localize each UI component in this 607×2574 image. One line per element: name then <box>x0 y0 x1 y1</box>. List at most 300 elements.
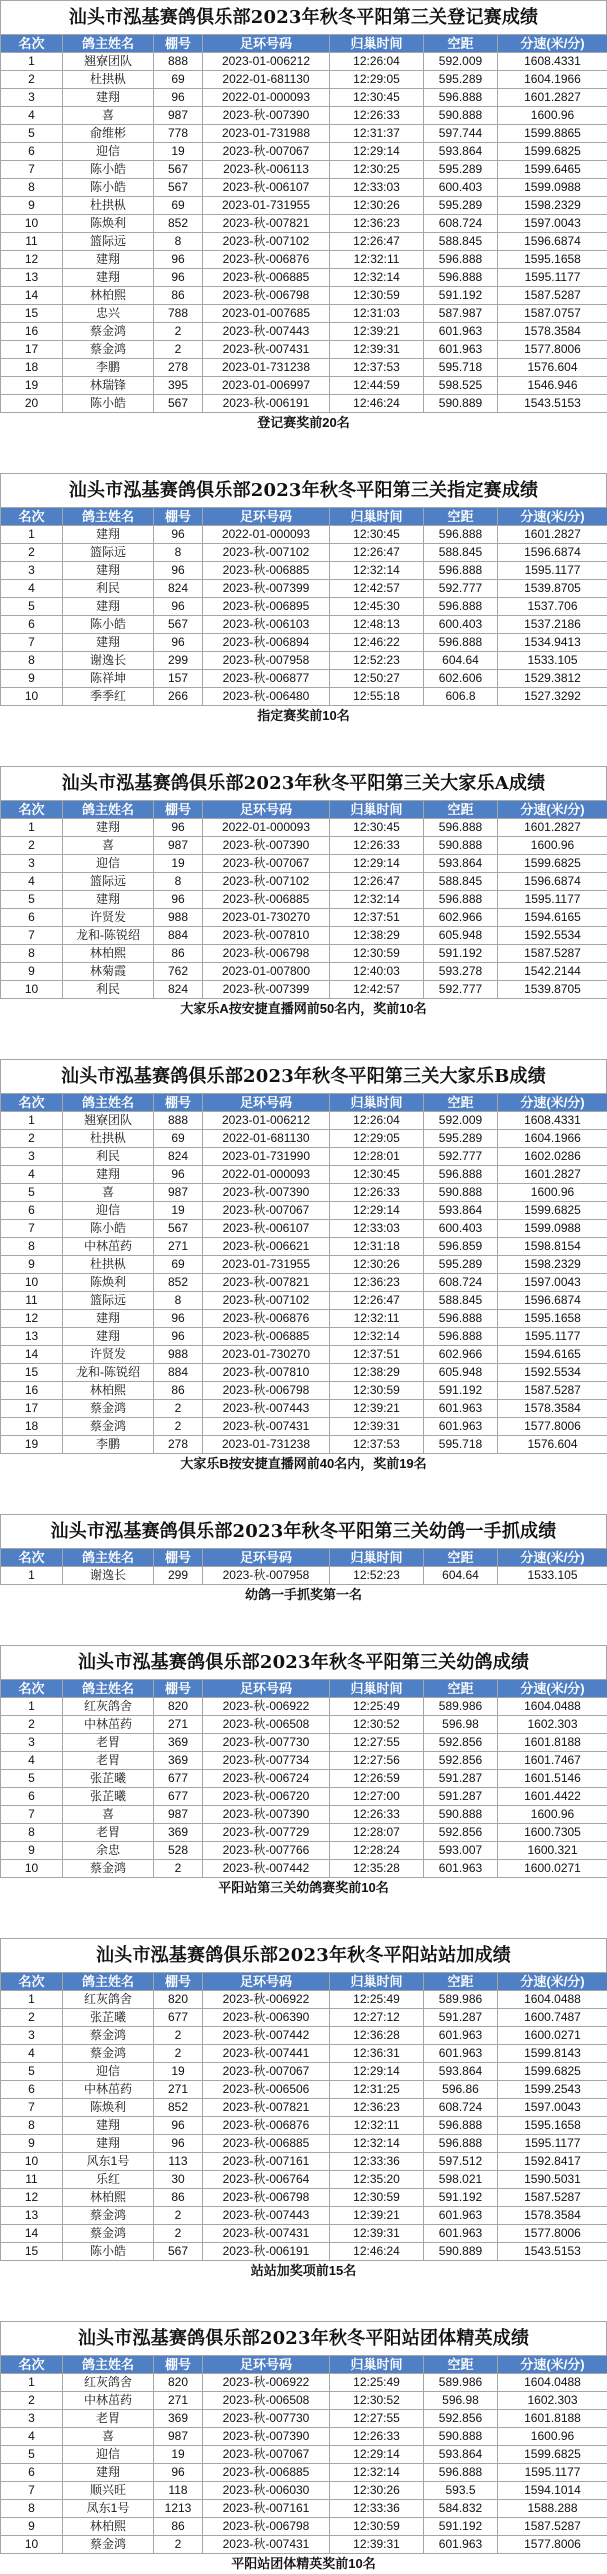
arrival-time-cell: 12:42:57 <box>330 981 424 999</box>
speed-cell: 1590.5031 <box>498 2171 607 2189</box>
ring-number-cell: 2023-秋-007441 <box>203 2045 330 2063</box>
table-header <box>1 1549 607 1567</box>
speed-cell: 1594.6165 <box>498 1346 607 1364</box>
distance-cell: 593.278 <box>424 963 498 981</box>
ring-number-cell: 2023-秋-007399 <box>203 981 330 999</box>
table-row <box>1 670 607 688</box>
arrival-time-cell: 12:36:23 <box>330 215 424 233</box>
distance-cell: 591.192 <box>424 287 498 305</box>
column-header: 足环号码 <box>203 1094 330 1112</box>
speed-cell: 1587.5287 <box>498 2189 607 2207</box>
rank-cell: 18 <box>1 359 63 377</box>
column-header: 空距 <box>424 508 498 526</box>
loft-number-cell: 69 <box>154 197 203 215</box>
table-row <box>1 2171 607 2189</box>
speed-cell: 1599.2543 <box>498 2081 607 2099</box>
ring-number-cell: 2023-秋-007102 <box>203 233 330 251</box>
speed-cell: 1599.6825 <box>498 855 607 873</box>
distance-cell: 588.845 <box>424 873 498 891</box>
loft-number-cell: 677 <box>154 1770 203 1788</box>
column-header: 分速(米/分) <box>498 1973 607 1991</box>
loft-number-cell: 271 <box>154 2081 203 2099</box>
loft-number-cell: 8 <box>154 1292 203 1310</box>
table-row <box>1 891 607 909</box>
ring-number-cell: 2023-01-731238 <box>203 1436 330 1454</box>
loft-number-cell: 8 <box>154 233 203 251</box>
loft-number-cell: 369 <box>154 1752 203 1770</box>
rank-cell: 2 <box>1 2392 63 2410</box>
owner-name-cell: 杜拱枞 <box>63 71 154 89</box>
ring-number-cell: 2023-秋-006894 <box>203 634 330 652</box>
column-header: 名次 <box>1 1680 63 1698</box>
table-row <box>1 1400 607 1418</box>
header-row <box>1 2356 607 2374</box>
loft-number-cell: 987 <box>154 1184 203 1202</box>
speed-cell: 1601.4422 <box>498 1788 607 1806</box>
column-header: 名次 <box>1 2356 63 2374</box>
header-row <box>1 1549 607 1567</box>
arrival-time-cell: 12:32:14 <box>330 2135 424 2153</box>
table-row <box>1 1130 607 1148</box>
ring-number-cell: 2023-秋-007102 <box>203 1292 330 1310</box>
rank-cell: 15 <box>1 1364 63 1382</box>
column-header: 足环号码 <box>203 1680 330 1698</box>
speed-cell: 1587.5287 <box>498 1382 607 1400</box>
table-row <box>1 688 607 706</box>
column-header: 鸽主姓名 <box>63 508 154 526</box>
loft-number-cell: 567 <box>154 179 203 197</box>
distance-cell: 587.987 <box>424 305 498 323</box>
rank-cell: 8 <box>1 2117 63 2135</box>
ring-number-cell: 2023-秋-007102 <box>203 873 330 891</box>
loft-number-cell: 369 <box>154 1734 203 1752</box>
speed-cell: 1598.8154 <box>498 1238 607 1256</box>
ring-number-cell: 2023-秋-006885 <box>203 891 330 909</box>
speed-cell: 1595.1177 <box>498 269 607 287</box>
table-body <box>1 1567 607 1585</box>
speed-cell: 1597.0043 <box>498 1274 607 1292</box>
table-header <box>1 35 607 53</box>
arrival-time-cell: 12:32:14 <box>330 1328 424 1346</box>
loft-number-cell: 2 <box>154 1418 203 1436</box>
rank-cell: 12 <box>1 251 63 269</box>
speed-cell: 1533.105 <box>498 652 607 670</box>
arrival-time-cell: 12:42:57 <box>330 580 424 598</box>
table-row <box>1 945 607 963</box>
ring-number-cell: 2023-秋-006922 <box>203 1698 330 1716</box>
speed-cell: 1543.5153 <box>498 2243 607 2261</box>
arrival-time-cell: 12:28:01 <box>330 1148 424 1166</box>
rank-cell: 7 <box>1 1806 63 1824</box>
rank-cell: 11 <box>1 1292 63 1310</box>
distance-cell: 588.845 <box>424 544 498 562</box>
table-row <box>1 215 607 233</box>
table-row <box>1 909 607 927</box>
table-row <box>1 1220 607 1238</box>
ring-number-cell: 2023-秋-006798 <box>203 1382 330 1400</box>
arrival-time-cell: 12:29:14 <box>330 855 424 873</box>
owner-name-cell: 建翔 <box>63 891 154 909</box>
results-table <box>0 1093 607 1454</box>
ring-number-cell: 2023-秋-007810 <box>203 1364 330 1382</box>
loft-number-cell: 824 <box>154 1148 203 1166</box>
owner-name-cell: 喜 <box>63 1806 154 1824</box>
distance-cell: 592.856 <box>424 2410 498 2428</box>
owner-name-cell: 许贤发 <box>63 1346 154 1364</box>
ring-number-cell: 2023-秋-007730 <box>203 1734 330 1752</box>
table-row <box>1 251 607 269</box>
speed-cell: 1604.0488 <box>498 1991 607 2009</box>
arrival-time-cell: 12:30:59 <box>330 287 424 305</box>
ring-number-cell: 2023-秋-007161 <box>203 2500 330 2518</box>
distance-cell: 601.963 <box>424 1418 498 1436</box>
arrival-time-cell: 12:28:07 <box>330 1824 424 1842</box>
owner-name-cell: 喜 <box>63 107 154 125</box>
loft-number-cell: 271 <box>154 2392 203 2410</box>
table-row <box>1 395 607 413</box>
loft-number-cell: 888 <box>154 53 203 71</box>
column-header: 鸽主姓名 <box>63 1680 154 1698</box>
distance-cell: 592.856 <box>424 1824 498 1842</box>
distance-cell: 588.845 <box>424 233 498 251</box>
speed-cell: 1596.6874 <box>498 544 607 562</box>
owner-name-cell: 陈小皓 <box>63 161 154 179</box>
distance-cell: 596.98 <box>424 1716 498 1734</box>
distance-cell: 601.963 <box>424 341 498 359</box>
column-header: 分速(米/分) <box>498 2356 607 2374</box>
owner-name-cell: 利民 <box>63 580 154 598</box>
table-row <box>1 341 607 359</box>
distance-cell: 604.64 <box>424 1567 498 1585</box>
owner-name-cell: 翘寮团队 <box>63 53 154 71</box>
section-award-note: 登记赛奖前20名 <box>0 413 607 433</box>
arrival-time-cell: 12:29:14 <box>330 1202 424 1220</box>
rank-cell: 7 <box>1 927 63 945</box>
rank-cell: 16 <box>1 323 63 341</box>
arrival-time-cell: 12:52:23 <box>330 1567 424 1585</box>
arrival-time-cell: 12:39:31 <box>330 341 424 359</box>
rank-cell: 1 <box>1 819 63 837</box>
distance-cell: 591.287 <box>424 2009 498 2027</box>
ring-number-cell: 2023-秋-007443 <box>203 2207 330 2225</box>
distance-cell: 597.512 <box>424 2153 498 2171</box>
distance-cell: 596.888 <box>424 1166 498 1184</box>
ring-number-cell: 2023-秋-006876 <box>203 2117 330 2135</box>
loft-number-cell: 118 <box>154 2482 203 2500</box>
rank-cell: 5 <box>1 2063 63 2081</box>
arrival-time-cell: 12:31:37 <box>330 125 424 143</box>
distance-cell: 591.192 <box>424 2189 498 2207</box>
column-header: 足环号码 <box>203 1549 330 1567</box>
rank-cell: 18 <box>1 1418 63 1436</box>
ring-number-cell: 2023-秋-007067 <box>203 1202 330 1220</box>
rank-cell: 10 <box>1 2153 63 2171</box>
table-row <box>1 2464 607 2482</box>
loft-number-cell: 852 <box>154 1274 203 1292</box>
distance-cell: 589.986 <box>424 1698 498 1716</box>
ring-number-cell: 2023-秋-006876 <box>203 1310 330 1328</box>
rank-cell: 1 <box>1 1567 63 1585</box>
arrival-time-cell: 12:25:49 <box>330 2374 424 2392</box>
table-body <box>1 1991 607 2261</box>
ring-number-cell: 2023-秋-007390 <box>203 107 330 125</box>
distance-cell: 596.859 <box>424 1238 498 1256</box>
speed-cell: 1604.0488 <box>498 2374 607 2392</box>
distance-cell: 596.888 <box>424 251 498 269</box>
rank-cell: 4 <box>1 873 63 891</box>
results-table <box>0 1972 607 2261</box>
distance-cell: 596.86 <box>424 2081 498 2099</box>
ring-number-cell: 2023-01-007685 <box>203 305 330 323</box>
owner-name-cell: 蔡金鸿 <box>63 2045 154 2063</box>
speed-cell: 1596.6874 <box>498 233 607 251</box>
ring-number-cell: 2023-秋-007431 <box>203 341 330 359</box>
results-section <box>0 1514 607 1605</box>
speed-cell: 1601.5146 <box>498 1770 607 1788</box>
column-header: 归巢时间 <box>330 2356 424 2374</box>
table-row <box>1 1148 607 1166</box>
table-row <box>1 873 607 891</box>
arrival-time-cell: 12:27:55 <box>330 2410 424 2428</box>
rank-cell: 9 <box>1 2135 63 2153</box>
speed-cell: 1539.8705 <box>498 580 607 598</box>
owner-name-cell: 老胃 <box>63 1824 154 1842</box>
speed-cell: 1599.0988 <box>498 1220 607 1238</box>
table-row <box>1 2446 607 2464</box>
ring-number-cell: 2022-01-000093 <box>203 819 330 837</box>
arrival-time-cell: 12:40:03 <box>330 963 424 981</box>
column-header: 归巢时间 <box>330 801 424 819</box>
ring-number-cell: 2022-01-681130 <box>203 71 330 89</box>
results-section <box>0 1645 607 1898</box>
arrival-time-cell: 12:44:59 <box>330 377 424 395</box>
loft-number-cell: 96 <box>154 891 203 909</box>
ring-number-cell: 2023-秋-006621 <box>203 1238 330 1256</box>
distance-cell: 591.192 <box>424 945 498 963</box>
arrival-time-cell: 12:39:31 <box>330 2225 424 2243</box>
table-row <box>1 1346 607 1364</box>
owner-name-cell: 谢逸长 <box>63 652 154 670</box>
ring-number-cell: 2023-秋-006885 <box>203 1328 330 1346</box>
loft-number-cell: 884 <box>154 927 203 945</box>
owner-name-cell: 红灰鸽舍 <box>63 2374 154 2392</box>
arrival-time-cell: 12:32:11 <box>330 1310 424 1328</box>
speed-cell: 1595.1177 <box>498 1328 607 1346</box>
rank-cell: 1 <box>1 2374 63 2392</box>
loft-number-cell: 96 <box>154 251 203 269</box>
table-row <box>1 544 607 562</box>
table-row <box>1 2135 607 2153</box>
loft-number-cell: 2 <box>154 2027 203 2045</box>
results-table <box>0 507 607 706</box>
owner-name-cell: 陈小皓 <box>63 616 154 634</box>
rank-cell: 6 <box>1 616 63 634</box>
table-row <box>1 1166 607 1184</box>
speed-cell: 1600.96 <box>498 107 607 125</box>
rank-cell: 5 <box>1 891 63 909</box>
loft-number-cell: 19 <box>154 143 203 161</box>
distance-cell: 598.525 <box>424 377 498 395</box>
arrival-time-cell: 12:27:00 <box>330 1788 424 1806</box>
results-section <box>0 473 607 726</box>
table-row <box>1 1256 607 1274</box>
rank-cell: 8 <box>1 652 63 670</box>
rank-cell: 9 <box>1 1256 63 1274</box>
distance-cell: 590.888 <box>424 2428 498 2446</box>
section-title: 汕头市泓基赛鸽俱乐部2023年秋冬平阳第三关指定赛成绩 <box>0 473 607 507</box>
distance-cell: 593.864 <box>424 1202 498 1220</box>
owner-name-cell: 建翔 <box>63 819 154 837</box>
results-table <box>0 1679 607 1878</box>
results-section <box>0 1059 607 1474</box>
loft-number-cell: 96 <box>154 598 203 616</box>
speed-cell: 1602.303 <box>498 1716 607 1734</box>
arrival-time-cell: 12:45:30 <box>330 598 424 616</box>
speed-cell: 1599.6825 <box>498 143 607 161</box>
loft-number-cell: 271 <box>154 1716 203 1734</box>
rank-cell: 10 <box>1 688 63 706</box>
distance-cell: 602.966 <box>424 909 498 927</box>
speed-cell: 1534.9413 <box>498 634 607 652</box>
column-header: 名次 <box>1 801 63 819</box>
speed-cell: 1595.1177 <box>498 2464 607 2482</box>
speed-cell: 1595.1658 <box>498 2117 607 2135</box>
loft-number-cell: 2 <box>154 2225 203 2243</box>
ring-number-cell: 2023-01-007800 <box>203 963 330 981</box>
distance-cell: 596.888 <box>424 1310 498 1328</box>
arrival-time-cell: 12:26:47 <box>330 233 424 251</box>
loft-number-cell: 278 <box>154 1436 203 1454</box>
speed-cell: 1576.604 <box>498 1436 607 1454</box>
ring-number-cell: 2022-01-000093 <box>203 526 330 544</box>
table-row <box>1 819 607 837</box>
rank-cell: 11 <box>1 2171 63 2189</box>
ring-number-cell: 2023-秋-007958 <box>203 1567 330 1585</box>
table-row <box>1 1238 607 1256</box>
table-row <box>1 2063 607 2081</box>
ring-number-cell: 2023-秋-007067 <box>203 143 330 161</box>
column-header: 归巢时间 <box>330 1973 424 1991</box>
column-header: 名次 <box>1 35 63 53</box>
table-row <box>1 1716 607 1734</box>
loft-number-cell: 19 <box>154 2446 203 2464</box>
speed-cell: 1600.0271 <box>498 1860 607 1878</box>
arrival-time-cell: 12:26:33 <box>330 107 424 125</box>
arrival-time-cell: 12:32:14 <box>330 562 424 580</box>
loft-number-cell: 96 <box>154 562 203 580</box>
speed-cell: 1592.5534 <box>498 1364 607 1382</box>
ring-number-cell: 2023-秋-007821 <box>203 1274 330 1292</box>
header-row <box>1 801 607 819</box>
owner-name-cell: 老胃 <box>63 2410 154 2428</box>
loft-number-cell: 30 <box>154 2171 203 2189</box>
ring-number-cell: 2023-秋-007958 <box>203 652 330 670</box>
ring-number-cell: 2023-秋-006922 <box>203 1991 330 2009</box>
arrival-time-cell: 12:27:56 <box>330 1752 424 1770</box>
rank-cell: 10 <box>1 215 63 233</box>
loft-number-cell: 988 <box>154 1346 203 1364</box>
arrival-time-cell: 12:26:47 <box>330 873 424 891</box>
owner-name-cell: 建翔 <box>63 89 154 107</box>
rank-cell: 3 <box>1 855 63 873</box>
arrival-time-cell: 12:30:52 <box>330 1716 424 1734</box>
owner-name-cell: 陈小皓 <box>63 1220 154 1238</box>
loft-number-cell: 86 <box>154 2189 203 2207</box>
owner-name-cell: 龙和-陈锐绍 <box>63 1364 154 1382</box>
ring-number-cell: 2023-秋-007067 <box>203 855 330 873</box>
distance-cell: 596.888 <box>424 1328 498 1346</box>
loft-number-cell: 788 <box>154 305 203 323</box>
arrival-time-cell: 12:27:55 <box>330 1734 424 1752</box>
arrival-time-cell: 12:30:59 <box>330 2189 424 2207</box>
owner-name-cell: 林菊霞 <box>63 963 154 981</box>
arrival-time-cell: 12:36:31 <box>330 2045 424 2063</box>
column-header: 鸽主姓名 <box>63 2356 154 2374</box>
results-table <box>0 2355 607 2554</box>
arrival-time-cell: 12:32:11 <box>330 251 424 269</box>
owner-name-cell: 蔡金鸿 <box>63 2027 154 2045</box>
owner-name-cell: 蔡金鸿 <box>63 1400 154 1418</box>
ring-number-cell: 2023-秋-006798 <box>203 287 330 305</box>
loft-number-cell: 987 <box>154 1806 203 1824</box>
rank-cell: 4 <box>1 2045 63 2063</box>
owner-name-cell: 林柏熙 <box>63 2189 154 2207</box>
rank-cell: 15 <box>1 2243 63 2261</box>
table-row <box>1 2410 607 2428</box>
loft-number-cell: 528 <box>154 1842 203 1860</box>
table-row <box>1 2027 607 2045</box>
header-row <box>1 1680 607 1698</box>
table-row <box>1 2189 607 2207</box>
loft-number-cell: 96 <box>154 2464 203 2482</box>
rank-cell: 10 <box>1 981 63 999</box>
rank-cell: 19 <box>1 377 63 395</box>
rank-cell: 7 <box>1 634 63 652</box>
ring-number-cell: 2023-秋-007442 <box>203 1860 330 1878</box>
column-header: 空距 <box>424 1680 498 1698</box>
owner-name-cell: 利民 <box>63 981 154 999</box>
distance-cell: 608.724 <box>424 1274 498 1292</box>
table-row <box>1 927 607 945</box>
arrival-time-cell: 12:30:59 <box>330 1382 424 1400</box>
loft-number-cell: 820 <box>154 2374 203 2392</box>
arrival-time-cell: 12:25:49 <box>330 1991 424 2009</box>
ring-number-cell: 2023-秋-007443 <box>203 1400 330 1418</box>
loft-number-cell: 8 <box>154 873 203 891</box>
table-row <box>1 1310 607 1328</box>
ring-number-cell: 2023-秋-006506 <box>203 2081 330 2099</box>
rank-cell: 2 <box>1 2009 63 2027</box>
loft-number-cell: 852 <box>154 2099 203 2117</box>
arrival-time-cell: 12:26:33 <box>330 837 424 855</box>
speed-cell: 1604.1966 <box>498 71 607 89</box>
column-header: 棚号 <box>154 2356 203 2374</box>
rank-cell: 7 <box>1 2482 63 2500</box>
table-body <box>1 53 607 413</box>
owner-name-cell: 顺兴旺 <box>63 2482 154 2500</box>
loft-number-cell: 96 <box>154 526 203 544</box>
arrival-time-cell: 12:30:59 <box>330 945 424 963</box>
table-header <box>1 1973 607 1991</box>
column-header: 分速(米/分) <box>498 1094 607 1112</box>
table-body <box>1 1112 607 1454</box>
column-header: 足环号码 <box>203 801 330 819</box>
distance-cell: 600.403 <box>424 179 498 197</box>
table-row <box>1 89 607 107</box>
table-row <box>1 963 607 981</box>
rank-cell: 2 <box>1 71 63 89</box>
speed-cell: 1592.8417 <box>498 2153 607 2171</box>
